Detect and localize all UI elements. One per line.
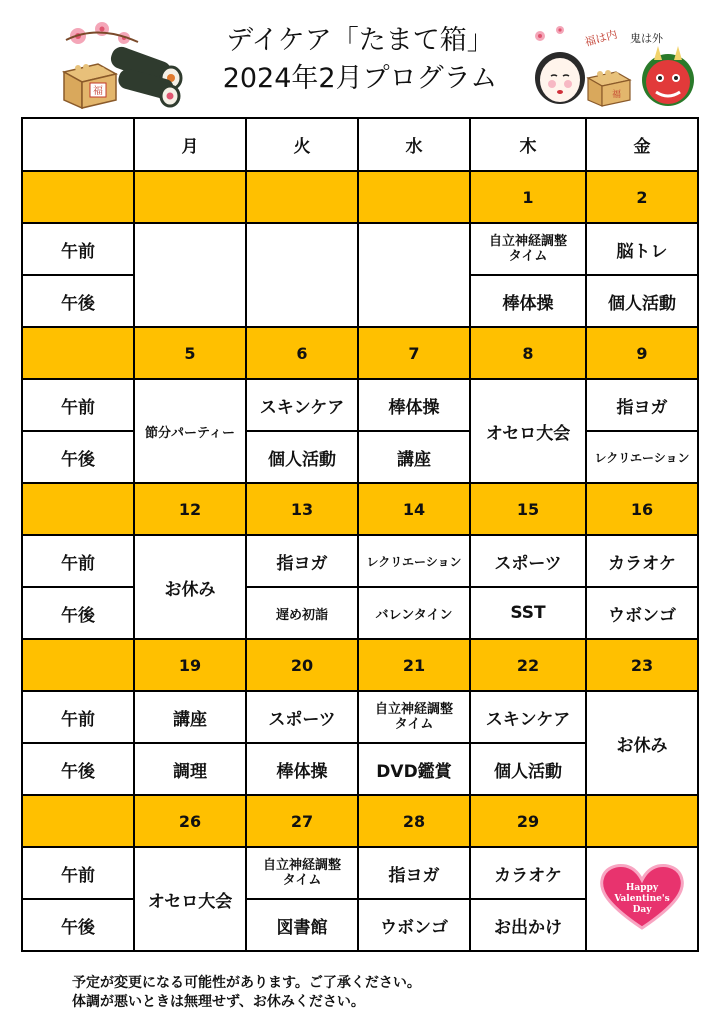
date-cell: 14 (358, 483, 470, 535)
program-cell: 講座 (358, 431, 470, 483)
svg-text:福: 福 (93, 86, 103, 97)
program-cell: レクリエーション (586, 431, 698, 483)
program-text-line: 自立神経調整 (374, 702, 453, 717)
valentine-heart-icon (596, 862, 688, 932)
program-cell: バレンタイン (358, 587, 470, 639)
program-cell: 指ヨガ (586, 379, 698, 431)
svg-text:福は内: 福は内 (583, 27, 619, 49)
program-cell (246, 847, 358, 899)
note-line: 体調が悪いときは無理せず、お休みください。 (72, 994, 365, 1010)
setsubun-okame-oni-icon (530, 24, 698, 108)
program-cell: 個人活動 (470, 743, 586, 795)
program-cell-empty (134, 223, 246, 327)
pm-label: 午後 (22, 275, 134, 327)
date-cell: 27 (246, 795, 358, 847)
program-cell: 棒体操 (246, 743, 358, 795)
date-cell (358, 171, 470, 223)
date-cell: 15 (470, 483, 586, 535)
date-cell: 2 (586, 171, 698, 223)
heart-text: Day (632, 904, 652, 915)
program-cell: スポーツ (246, 691, 358, 743)
date-row-label (22, 327, 134, 379)
program-cell: 指ヨガ (358, 847, 470, 899)
weekday-header-row (22, 118, 698, 171)
note-line: 予定が変更になる可能性があります。ご了承ください。 (72, 975, 421, 991)
am-row (22, 847, 698, 899)
header-fri: 金 (586, 118, 698, 171)
am-row (22, 535, 698, 587)
program-cell (358, 691, 470, 743)
program-cell: お休み (134, 535, 246, 639)
date-cell: 21 (358, 639, 470, 691)
program-text-line: 自立神経調整 (262, 858, 341, 873)
program-cell-empty (246, 223, 358, 327)
program-text-line: タイム (282, 873, 322, 888)
header-wed: 水 (358, 118, 470, 171)
date-cell: 1 (470, 171, 586, 223)
program-cell: カラオケ (586, 535, 698, 587)
date-row (22, 795, 698, 847)
program-cell: オセロ大会 (470, 379, 586, 483)
heart-text: Happy (625, 882, 659, 893)
date-cell: 5 (134, 327, 246, 379)
date-row (22, 327, 698, 379)
date-cell: 16 (586, 483, 698, 535)
program-cell: 指ヨガ (246, 535, 358, 587)
svg-text:鬼は外: 鬼は外 (630, 32, 663, 45)
title-line-2: 2024年2月プログラム (222, 63, 498, 94)
am-label: 午前 (22, 223, 134, 275)
date-cell: 7 (358, 327, 470, 379)
ehomaki-illustration-icon (58, 20, 186, 112)
date-cell: 29 (470, 795, 586, 847)
pm-label: 午後 (22, 899, 134, 951)
program-cell: お出かけ (470, 899, 586, 951)
am-row (22, 379, 698, 431)
program-cell: 個人活動 (246, 431, 358, 483)
header-thu: 木 (470, 118, 586, 171)
program-cell: 脳トレ (586, 223, 698, 275)
date-cell: 20 (246, 639, 358, 691)
program-cell: スキンケア (246, 379, 358, 431)
pm-label: 午後 (22, 431, 134, 483)
header-tue: 火 (246, 118, 358, 171)
am-label: 午前 (22, 535, 134, 587)
date-cell: 19 (134, 639, 246, 691)
page-title (150, 22, 570, 98)
date-cell: 26 (134, 795, 246, 847)
date-row-label (22, 171, 134, 223)
program-text-line: 自立神経調整 (488, 234, 567, 249)
title-line-1: デイケア「たまて箱」 (226, 25, 494, 56)
program-cell: 個人活動 (586, 275, 698, 327)
heart-text: Valentine's (614, 893, 670, 904)
program-cell: ウボンゴ (586, 587, 698, 639)
date-row (22, 639, 698, 691)
program-cell: 棒体操 (358, 379, 470, 431)
program-cell: DVD鑑賞 (358, 743, 470, 795)
pm-row (22, 431, 698, 483)
program-cell: カラオケ (470, 847, 586, 899)
date-cell: 9 (586, 327, 698, 379)
program-cell: スキンケア (470, 691, 586, 743)
program-cell: 遅め初詣 (246, 587, 358, 639)
program-cell (470, 223, 586, 275)
date-cell: 22 (470, 639, 586, 691)
program-cell: お休み (586, 691, 698, 795)
date-cell: 8 (470, 327, 586, 379)
am-label: 午前 (22, 847, 134, 899)
program-cell: オセロ大会 (134, 847, 246, 951)
date-row (22, 171, 698, 223)
date-cell: 6 (246, 327, 358, 379)
am-label: 午前 (22, 379, 134, 431)
date-cell (586, 795, 698, 847)
program-cell: 図書館 (246, 899, 358, 951)
date-cell: 13 (246, 483, 358, 535)
date-row-label (22, 795, 134, 847)
program-cell-empty (358, 223, 470, 327)
svg-text:福: 福 (612, 90, 622, 100)
pm-row (22, 587, 698, 639)
pm-label: 午後 (22, 743, 134, 795)
date-cell (246, 171, 358, 223)
am-row (22, 691, 698, 743)
program-cell: 調理 (134, 743, 246, 795)
date-cell: 12 (134, 483, 246, 535)
am-row (22, 223, 698, 275)
date-cell: 23 (586, 639, 698, 691)
date-cell: 28 (358, 795, 470, 847)
program-text-line: タイム (508, 249, 548, 264)
am-label: 午前 (22, 691, 134, 743)
date-row (22, 483, 698, 535)
program-cell: スポーツ (470, 535, 586, 587)
date-cell (134, 171, 246, 223)
program-cell: 講座 (134, 691, 246, 743)
schedule-table (21, 117, 699, 952)
corner-cell (22, 118, 134, 171)
pm-label: 午後 (22, 587, 134, 639)
valentine-cell (586, 847, 698, 951)
program-cell: 節分パーティー (134, 379, 246, 483)
notes (72, 974, 421, 1012)
program-cell: 棒体操 (470, 275, 586, 327)
program-text-line: タイム (394, 717, 434, 732)
program-cell: SST (470, 587, 586, 639)
header-mon: 月 (134, 118, 246, 171)
program-cell: ウボンゴ (358, 899, 470, 951)
date-row-label (22, 483, 134, 535)
date-row-label (22, 639, 134, 691)
program-cell: レクリエーション (358, 535, 470, 587)
